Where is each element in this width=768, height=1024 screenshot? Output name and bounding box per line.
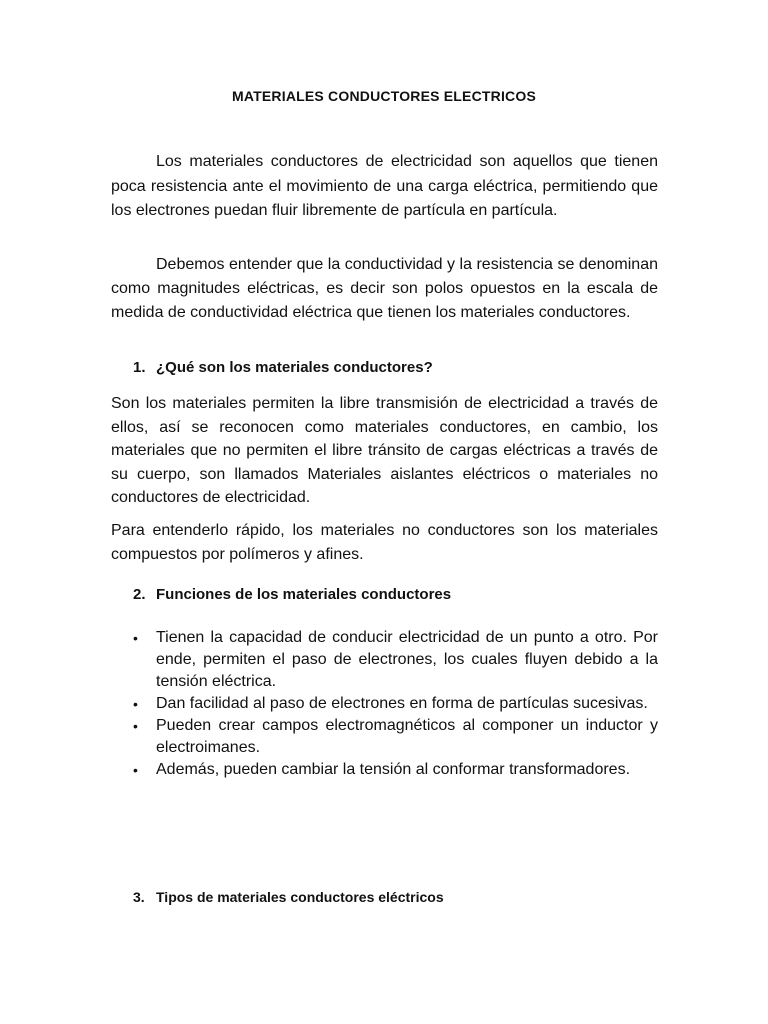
- bullet-icon: •: [133, 762, 138, 778]
- intro-paragraph-2: Debemos entender que la conductividad y la resistencia se denominan como magnitudes eléctricas, es decir son polos opuestos en la escala de medida de conductividad eléctrica que tienen los materiales conductores.: [111, 256, 658, 321]
- list-item-text: Tienen la capacidad de conducir electricidad de un punto a otro. Por ende, permiten el paso de electrones, los cuales fluyen debido a la tensión eléctrica.: [156, 629, 658, 690]
- list-item-text: Pueden crear campos electromagnéticos al componer un inductor y electroimanes.: [156, 717, 658, 756]
- section-title: ¿Qué son los materiales conductores?: [156, 359, 433, 376]
- list-item: [133, 693, 658, 715]
- section-3-heading: [133, 889, 444, 905]
- bullet-icon: •: [133, 696, 138, 712]
- bullet-icon: •: [133, 718, 138, 734]
- section-1-heading: [133, 359, 433, 376]
- functions-bullet-list: [133, 627, 658, 781]
- section-1-paragraph-1: Son los materiales permiten la libre transmisión de electricidad a través de ellos, así se reconocen como materiales conductores, en cambio, los materiales que no permiten el libre tránsito de cargas eléctricas a través de su cuerpo, son llamados Materiales aislantes eléctricos o materiales no conductores de electricidad.: [111, 395, 658, 506]
- section-number: 1.: [133, 359, 146, 376]
- intro-paragraph-1: Los materiales conductores de electricidad son aquellos que tienen poca resistencia ante el movimiento de una carga eléctrica, permitiendo que los electrones puedan fluir libremente de partícula en partícula.: [111, 153, 658, 219]
- document-title: MATERIALES CONDUCTORES ELECTRICOS: [232, 88, 536, 104]
- section-2-heading: [133, 586, 451, 603]
- section-number: 2.: [133, 586, 146, 603]
- list-item-text: Además, pueden cambiar la tensión al conformar transformadores.: [156, 761, 631, 778]
- list-item: [133, 759, 658, 781]
- section-1-paragraph-2: Para entenderlo rápido, los materiales no conductores son los materiales compuestos por polímeros y afines.: [111, 522, 658, 563]
- list-item: [133, 715, 658, 759]
- bullet-icon: •: [133, 630, 138, 646]
- list-item: [133, 627, 658, 693]
- section-title: Funciones de los materiales conductores: [156, 586, 452, 603]
- section-title: Tipos de materiales conductores eléctricos: [156, 889, 444, 905]
- list-item-text: Dan facilidad al paso de electrones en forma de partículas sucesivas.: [156, 695, 648, 712]
- section-number: 3.: [133, 889, 145, 905]
